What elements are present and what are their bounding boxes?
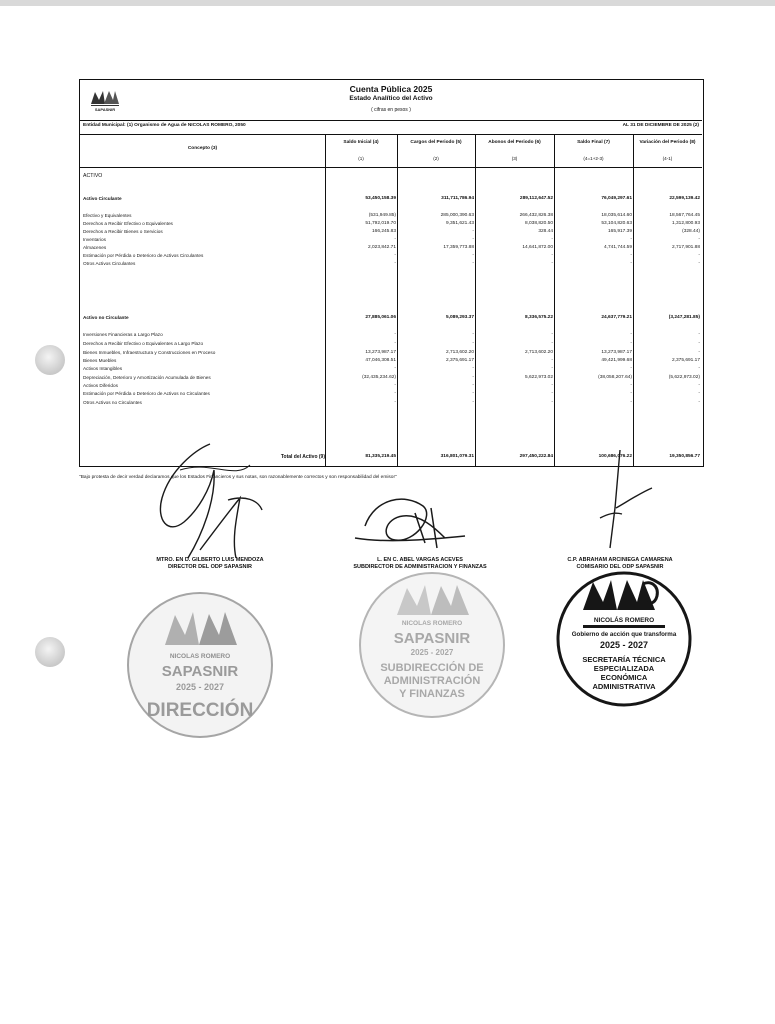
column-subheader: (1): [358, 156, 364, 161]
financial-statement-table: [79, 79, 704, 467]
table-cell: 4,741,744.59: [603, 245, 632, 250]
units-note: ( cifras en pesos ): [371, 107, 411, 113]
stamp-secretaria: [555, 570, 693, 708]
scan-edge: [0, 0, 775, 6]
stamp-subdireccion: [357, 570, 507, 720]
column-subheader: (2): [433, 156, 439, 161]
table-cell: 13,273,987.17: [365, 350, 396, 355]
signature-director: [140, 440, 280, 570]
table-cell: -: [472, 375, 474, 380]
column-header: Variación del Periodo (8): [639, 140, 696, 145]
signature-comisario: [580, 448, 660, 558]
punch-hole: [35, 345, 65, 375]
table-cell: 9,351,621.43: [445, 221, 474, 226]
stamp-period: 2025 - 2027: [175, 682, 225, 692]
table-cell: 17,359,773.88: [443, 245, 474, 250]
table-cell: -: [394, 332, 396, 337]
stamp-dept-line: ADMINISTRACIÓN: [383, 675, 481, 687]
table-cell: 53,104,820.63: [601, 221, 632, 226]
signature-subdirector: [345, 488, 475, 558]
column-divider: [554, 134, 555, 466]
table-cell: -: [630, 391, 632, 396]
statement-subtitle: Estado Analítico del Activo: [349, 95, 433, 102]
column-header: Saldo Final (7): [577, 140, 610, 145]
table-cell: -: [630, 253, 632, 258]
stamp-period: 2025 - 2027: [410, 648, 454, 657]
stamp-dept-line: ECONÓMICA: [600, 673, 648, 682]
table-cell: -: [472, 229, 474, 234]
signer-name: L. EN C. ABEL VARGAS ACEVES: [377, 557, 463, 563]
table-cell: -: [551, 366, 553, 371]
column-subheader: (4=1+2-3): [583, 156, 604, 161]
table-cell: 47,046,308.51: [365, 358, 396, 363]
logo-text: SAPASNIR: [94, 107, 116, 112]
table-cell: -: [551, 332, 553, 337]
stamp-ring-text: NICOLAS ROMERO: [401, 620, 463, 627]
table-cell: -: [472, 341, 474, 346]
table-cell: -: [630, 366, 632, 371]
table-cell: -: [698, 366, 700, 371]
table-cell: -: [472, 383, 474, 388]
column-divider: [475, 134, 476, 466]
table-cell: 289,112,647.52: [519, 196, 553, 201]
column-header: Concepto (3): [187, 146, 218, 151]
row-label: Derechos a Recibir Efectivo o Equivalentes: [83, 221, 173, 226]
signature-block: [530, 557, 710, 571]
table-cell: -: [551, 383, 553, 388]
table-cell: 2,713,602.20: [445, 350, 474, 355]
table-cell: 51,792,019.70: [365, 221, 396, 226]
row-label: Estimación por Pérdida o Deterioro de Activos Circulantes: [83, 253, 204, 258]
table-cell: -: [394, 400, 396, 405]
table-cell: -: [551, 358, 553, 363]
table-cell: -: [698, 391, 700, 396]
table-cell: 2,023,842.71: [367, 245, 396, 250]
stamp-dept-line: SECRETARÍA TÉCNICA: [582, 655, 666, 664]
total-label: Total del Activo (9): [280, 454, 325, 460]
table-cell: (328.44): [682, 229, 700, 234]
document-header: [80, 80, 702, 120]
table-cell: -: [472, 253, 474, 258]
row-label: Otros Activos Circulantes: [83, 261, 136, 266]
table-cell: 2,375,691.17: [671, 358, 700, 363]
table-cell: 13,273,987.17: [601, 350, 632, 355]
table-cell: -: [394, 341, 396, 346]
row-label: Activos Diferidos: [83, 383, 118, 388]
subtotal-label: Activo Circulante: [83, 196, 122, 201]
stamp-dept-line: ADMINISTRATIVA: [592, 682, 656, 691]
page-title: Cuenta Pública 2025: [349, 84, 433, 94]
table-cell: -: [698, 400, 700, 405]
statement-date: AL 31 DE DICIEMBRE DE 2025 (2): [622, 123, 699, 128]
table-cell: 27,885,061.06: [365, 315, 396, 320]
column-divider: [397, 134, 398, 466]
table-cell: 285,000,390.63: [440, 213, 474, 218]
table-cell: -: [630, 261, 632, 266]
table-cell: (38,058,207.64): [598, 375, 632, 380]
row-label: Inversiones Financieras a Largo Plazo: [83, 332, 163, 337]
table-cell: (531,949.85): [368, 213, 396, 218]
table-cell: 2,375,691.17: [445, 358, 474, 363]
punch-hole: [35, 637, 65, 667]
stamp-dept-line: ESPECIALIZADA: [593, 664, 655, 673]
entity-bar: [80, 120, 702, 131]
table-cell: 5,089,293.37: [445, 315, 474, 320]
table-cell: -: [394, 366, 396, 371]
table-cell: -: [698, 261, 700, 266]
stamp-ring-text: NICOLAS ROMERO: [169, 653, 231, 660]
table-cell: -: [630, 332, 632, 337]
row-label: Otros Activos no Circulantes: [83, 400, 142, 405]
column-subheader: (4-1): [662, 156, 673, 161]
stamp-ring-text: NICOLÁS ROMERO: [593, 617, 655, 624]
row-label: Almacenes: [83, 245, 107, 250]
table-cell: -: [698, 237, 700, 242]
stamp-period: 2025 - 2027: [599, 640, 649, 650]
table-cell: -: [551, 391, 553, 396]
header-divider: [80, 167, 702, 168]
table-cell: -: [630, 341, 632, 346]
table-cell: -: [698, 350, 700, 355]
table-cell: 311,711,786.94: [441, 196, 474, 201]
row-label: Derechos a Recibir Bienes o Servicios: [83, 229, 163, 234]
table-cell: -: [630, 400, 632, 405]
table-cell: 328.44: [538, 229, 553, 234]
table-cell: -: [551, 253, 553, 258]
declaration-text: "Bajo protesta de decir verdad declaramos que los Estados Financieros y sus notas, son razonablemente correctos y son responsabilidad del emisor": [79, 475, 397, 480]
table-cell: -: [394, 253, 396, 258]
row-label: Efectivo y Equivalentes: [83, 213, 132, 218]
table-cell: 24,637,779.21: [601, 315, 632, 320]
table-cell: 2,713,602.20: [524, 350, 553, 355]
signature-block: [315, 557, 525, 571]
signature-block: [110, 557, 310, 571]
table-cell: 266,432,826.38: [519, 213, 553, 218]
row-label: Estimación por Pérdida o Deterioro de Activos no Circulantes: [83, 391, 210, 396]
subtotal-label: Activo no Circulante: [83, 315, 129, 320]
stamp-motto: Gobierno de acción que transforma: [571, 631, 677, 638]
row-label: Inventarios: [83, 237, 106, 242]
signer-title: COMISARIO DEL ODP SAPASNIR: [576, 564, 664, 570]
table-cell: -: [472, 261, 474, 266]
table-cell: -: [472, 391, 474, 396]
stamp-org: SAPASNIR: [161, 663, 239, 680]
table-cell: -: [630, 237, 632, 242]
signer-name: MTRO. EN D. GILBERTO LUIS MENDOZA: [156, 557, 264, 563]
column-header: Abonos del Periodo (6): [488, 140, 541, 145]
table-cell: -: [551, 237, 553, 242]
entity-label: Entidad Municipal: (1) Organismo de Agua de NICOLAS ROMERO, 2050: [83, 123, 246, 128]
table-cell: -: [698, 253, 700, 258]
table-cell: 5,622,973.02: [524, 375, 553, 380]
table-cell: (32,435,234.62): [362, 375, 396, 380]
table-cell: -: [472, 332, 474, 337]
table-cell: -: [394, 237, 396, 242]
signer-name: C.P. ABRAHAM ARCINIEGA CAMARENA: [567, 557, 673, 563]
column-header: Cargos del Periodo (5): [410, 140, 462, 145]
table-cell: -: [698, 332, 700, 337]
column-divider: [633, 134, 634, 466]
table-cell: (5,622,973.02): [668, 375, 700, 380]
table-cell: 18,035,614.60: [601, 213, 632, 218]
table-cell: 76,049,297.61: [601, 196, 632, 201]
table-cell: -: [472, 237, 474, 242]
column-header: Saldo Inicial (4): [343, 140, 379, 145]
table-cell: 8,336,575.22: [524, 315, 553, 320]
row-label: Depreciación, Deterioro y Amortización Acumulada de Bienes: [83, 375, 211, 380]
row-label: Bienes Inmuebles, Infraestructura y Construcciones en Proceso: [83, 350, 216, 355]
table-cell: -: [394, 261, 396, 266]
table-cell: -: [394, 391, 396, 396]
table-cell: -: [551, 261, 553, 266]
table-cell: 22,599,139.42: [669, 196, 700, 201]
table-cell: 53,450,158.39: [365, 196, 396, 201]
stamp-direccion: [125, 590, 275, 740]
column-subheader: (3): [511, 156, 518, 161]
signer-title: SUBDIRECTOR DE ADMINISTRACION Y FINANZAS: [353, 564, 487, 570]
table-cell: -: [472, 400, 474, 405]
table-cell: -: [698, 341, 700, 346]
row-label: Derechos a Recibir Efectivo o Equivalentes a Largo Plazo: [83, 341, 204, 346]
column-divider: [325, 134, 326, 466]
table-cell: 49,421,999.68: [601, 358, 632, 363]
total-cell: 297,450,222.84: [519, 454, 553, 459]
table-cell: -: [394, 383, 396, 388]
table-cell: -: [698, 383, 700, 388]
signer-title: DIRECTOR DEL ODP SAPASNIR: [168, 564, 252, 570]
table-cell: 2,717,901.88: [671, 245, 700, 250]
total-cell: 19,350,856.77: [669, 454, 700, 459]
table-cell: 165,917.39: [607, 229, 632, 234]
table-cell: 1,312,800.93: [671, 221, 700, 226]
total-cell: 81,335,219.45: [365, 454, 396, 459]
table-cell: (3,247,281.85): [668, 315, 700, 320]
table-cell: -: [551, 400, 553, 405]
stamp-dept-line: Y FINANZAS: [399, 688, 465, 700]
row-label: Activos Intangibles: [83, 366, 123, 371]
stamp-dept: DIRECCIÓN: [146, 700, 254, 721]
table-cell: 166,245.83: [371, 229, 396, 234]
table-cell: 8,038,820.50: [524, 221, 553, 226]
stamp-org: SAPASNIR: [393, 630, 471, 647]
table-cell: 18,567,764.45: [669, 213, 700, 218]
table-cell: 14,641,872.00: [522, 245, 553, 250]
total-cell: 316,801,079.31: [440, 454, 474, 459]
total-cell: 100,686,076.22: [598, 454, 632, 459]
table-cell: -: [630, 383, 632, 388]
stamp-dept-line: SUBDIRECCIÓN DE: [380, 662, 484, 674]
row-label: Bienes Muebles: [83, 358, 117, 363]
table-cell: -: [472, 366, 474, 371]
table-cell: -: [551, 341, 553, 346]
header-divider: [80, 134, 702, 135]
section-label: ACTIVO: [83, 173, 103, 179]
